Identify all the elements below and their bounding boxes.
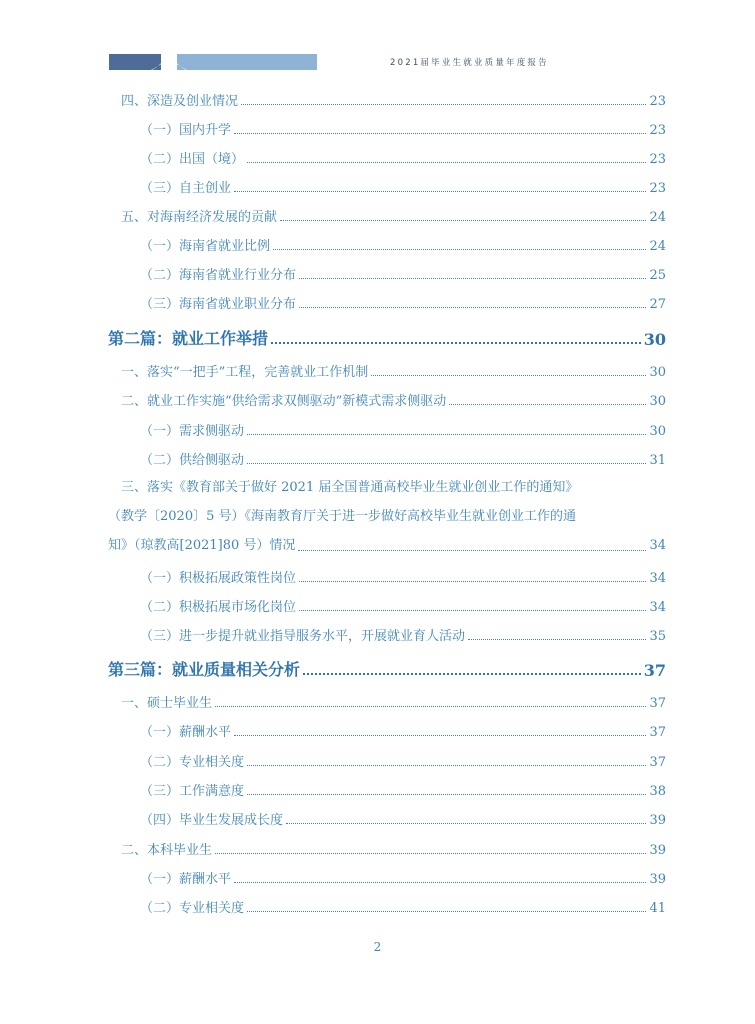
toc-entry-text: （二）海南省就业行业分布 <box>140 268 297 283</box>
toc-entry-text-line3: 知》（琼教高[2021]80 号）情况 <box>108 538 296 553</box>
section-title: 第三篇：就业质量相关分析 <box>108 660 301 679</box>
toc-entry-text-line2: （教学〔2020〕5 号）《海南教育厅关于进一步做好高校毕业生就业创业工作的通 <box>108 509 576 524</box>
toc-entry-text: （一）国内升学 <box>140 123 232 138</box>
leader-dots <box>468 638 646 640</box>
leader-dots <box>299 277 646 279</box>
toc-entry[interactable] <box>0 567 755 587</box>
toc-page-number: 39 <box>649 843 666 858</box>
toc-page-number: 23 <box>649 181 666 196</box>
leader-dots <box>449 403 646 405</box>
leader-dots <box>299 580 646 582</box>
toc-section-heading[interactable] <box>0 326 755 350</box>
page-number: 2 <box>373 940 382 954</box>
toc-entry-text: 一、落实“一把手”工程，完善就业工作机制 <box>121 365 369 380</box>
toc-entry-text: （二）专业相关度 <box>140 901 245 916</box>
toc-entry[interactable] <box>0 235 755 255</box>
toc-entry[interactable] <box>0 751 755 771</box>
toc-page-number: 23 <box>649 94 666 109</box>
toc-entry[interactable] <box>0 119 755 139</box>
toc-page-number: 30 <box>649 365 666 380</box>
toc-page-number: 24 <box>649 239 666 254</box>
leader-dots <box>234 190 646 192</box>
toc-entry-text: （一）需求侧驱动 <box>140 424 245 439</box>
toc-page-number: 38 <box>649 784 666 799</box>
header-title: 2021届毕业生就业质量年度报告 <box>390 58 549 68</box>
toc-entry-text: 四、深造及创业情况 <box>121 94 239 109</box>
toc-entry[interactable] <box>0 809 755 829</box>
toc-entry[interactable] <box>0 839 755 859</box>
toc-entry[interactable] <box>0 293 755 313</box>
leader-dots <box>247 910 646 912</box>
toc-entry[interactable] <box>0 780 755 800</box>
leader-dots <box>371 374 646 376</box>
leader-dots <box>273 248 646 250</box>
leader-dots <box>234 734 646 736</box>
leader-dots <box>247 433 646 435</box>
leader-dots <box>271 341 641 344</box>
toc-page-number: 30 <box>643 330 666 349</box>
leader-dots <box>280 219 646 221</box>
toc-entry-text: （一）海南省就业比例 <box>140 239 271 254</box>
toc-entry[interactable] <box>0 361 755 381</box>
leader-dots <box>247 764 646 766</box>
toc-entry[interactable] <box>0 596 755 616</box>
toc-page-number: 37 <box>643 661 666 680</box>
toc-entry-text: （二）供给侧驱动 <box>140 453 245 468</box>
toc-page-number: 23 <box>649 152 666 167</box>
toc-page-number: 35 <box>649 629 666 644</box>
toc-entry-text: （三）自主创业 <box>140 181 232 196</box>
toc-entry[interactable] <box>0 449 755 469</box>
leader-dots <box>303 672 641 675</box>
toc-entry[interactable] <box>0 390 755 410</box>
toc-entry[interactable] <box>0 90 755 110</box>
toc-entry-text: 五、对海南经济发展的贡献 <box>121 210 278 225</box>
leader-dots <box>234 132 646 134</box>
leader-dots <box>215 852 646 854</box>
toc-entry-text: （四）毕业生发展成长度 <box>140 813 284 828</box>
toc-entry[interactable] <box>0 264 755 284</box>
page-header <box>0 0 755 80</box>
leader-dots <box>299 609 646 611</box>
toc-page-number: 31 <box>649 453 666 468</box>
toc-page-number: 30 <box>649 394 666 409</box>
toc-entry-text: 二、本科毕业生 <box>121 843 213 858</box>
toc-entry[interactable] <box>0 692 755 712</box>
header-band-light <box>177 54 317 70</box>
toc-page-number: 37 <box>649 725 666 740</box>
leader-dots <box>298 549 646 551</box>
toc-page-number: 37 <box>649 755 666 770</box>
leader-dots <box>241 103 646 105</box>
toc-page-number: 41 <box>649 901 666 916</box>
leader-dots <box>286 822 646 824</box>
toc-entry[interactable] <box>0 897 755 917</box>
toc-page-number: 34 <box>649 538 666 553</box>
section-title: 第二篇：就业工作举措 <box>108 329 269 348</box>
toc-entry-text: （一）薪酬水平 <box>140 872 232 887</box>
toc-entry-text: （三）进一步提升就业指导服务水平，开展就业育人活动 <box>140 629 466 644</box>
toc-entry[interactable] <box>0 721 755 741</box>
toc-entry-last-line <box>108 531 666 560</box>
toc-entry[interactable] <box>0 868 755 888</box>
toc-page-number: 34 <box>649 600 666 615</box>
toc-entry-text-line1: 三、落实《教育部关于做好 2021 届全国普通高校毕业生就业创业工作的通知》 <box>121 480 579 495</box>
toc-page-number: 34 <box>649 571 666 586</box>
toc-page-number: 39 <box>649 872 666 887</box>
toc-page-number: 39 <box>649 813 666 828</box>
toc-entry[interactable] <box>0 177 755 197</box>
toc-entry[interactable] <box>0 206 755 226</box>
toc-entry-text: （一）薪酬水平 <box>140 725 232 740</box>
toc-entry[interactable] <box>0 420 755 440</box>
toc-entry-text: 二、就业工作实施“供给需求双侧驱动”新模式需求侧驱动 <box>121 394 447 409</box>
header-logo-icon <box>145 46 193 74</box>
toc-page-number: 37 <box>649 696 666 711</box>
toc-entry-text: （三）工作满意度 <box>140 784 245 799</box>
toc-section-heading[interactable] <box>0 657 755 681</box>
toc-entry[interactable] <box>0 625 755 645</box>
toc-page-number: 24 <box>649 210 666 225</box>
leader-dots <box>247 462 646 464</box>
leader-dots <box>247 161 646 163</box>
toc-entry-text: 一、硕士毕业生 <box>121 696 213 711</box>
toc-page-number: 27 <box>649 297 666 312</box>
toc-page-number: 30 <box>649 424 666 439</box>
toc-entry-multiline[interactable] <box>108 473 666 560</box>
toc-page-number: 25 <box>649 268 666 283</box>
leader-dots <box>247 793 646 795</box>
toc-entry-text: （二）专业相关度 <box>140 755 245 770</box>
toc-entry[interactable] <box>0 148 755 168</box>
toc-entry-text: （二）出国（境） <box>140 152 245 167</box>
leader-dots <box>215 705 646 707</box>
toc-entry-text: （二）积极拓展市场化岗位 <box>140 600 297 615</box>
toc-entry-text: （一）积极拓展政策性岗位 <box>140 571 297 586</box>
leader-dots <box>234 881 646 883</box>
toc-entry-text: （三）海南省就业职业分布 <box>140 297 297 312</box>
toc-page-number: 23 <box>649 123 666 138</box>
leader-dots <box>299 306 646 308</box>
